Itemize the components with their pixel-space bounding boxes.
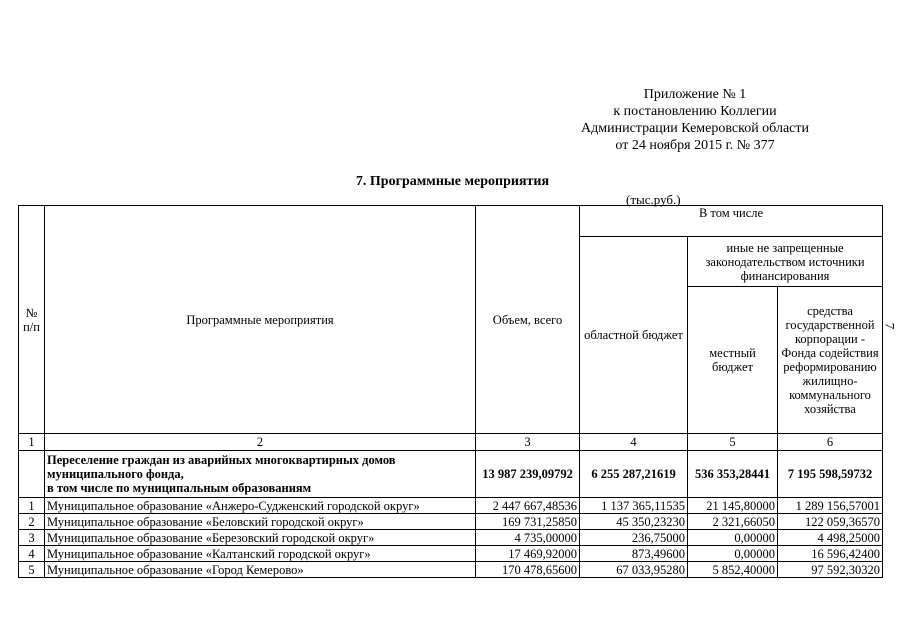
appendix-line-4: от 24 ноября 2015 г. № 377 — [615, 138, 775, 153]
col-number: 2 — [45, 434, 476, 451]
total-regional: 6 255 287,21619 — [580, 451, 688, 498]
table-row: 3 Муниципальное образование «Березовский городской округ» 4 735,00000 236,75000 0,00000 4 498,25000 — [19, 530, 883, 546]
table-row: 1 Муниципальное образование «Анжеро-Судженский городской округ» 2 447 667,48536 1 137 365,11535 21 145,80000 1 289 156,57001 — [19, 498, 883, 514]
row-name: Муниципальное образование «Город Кемерово» — [45, 562, 476, 578]
row-name: Муниципальное образование «Березовский городской округ» — [45, 530, 476, 546]
appendix-line-1: Приложение № 1 — [643, 87, 747, 102]
table-row: 4 Муниципальное образование «Калтанский городской округ» 17 469,92000 873,49600 0,00000 16 596,42400 — [19, 546, 883, 562]
table-row: 2 Муниципальное образование «Беловский городской округ» 169 731,25850 45 350,23230 2 321,66050 122 059,36570 — [19, 514, 883, 530]
total-local: 536 353,28441 — [688, 451, 778, 498]
unit-label: (тыс.руб.) — [626, 192, 681, 207]
col-number: 6 — [778, 434, 883, 451]
row-name: Муниципальное образование «Беловский городской округ» — [45, 514, 476, 530]
header-local: местный бюджет — [688, 287, 778, 434]
header-other-sources: иные не запрещенные законодательством источники финансирования — [688, 237, 883, 287]
col-number: 3 — [476, 434, 580, 451]
header-fund: средства государственной корпорации - Фонда содействия реформированию жилищно-коммунального хозяйства — [778, 287, 883, 434]
appendix-line-3: Администрации Кемеровской области — [581, 121, 809, 136]
header-including: В том числе — [580, 206, 883, 237]
header-volume: Объем, всего — [476, 206, 580, 434]
total-row — [19, 451, 883, 498]
column-number-row — [19, 434, 883, 451]
header-regional: областной бюджет — [580, 237, 688, 434]
row-name: Муниципальное образование «Калтанский городской округ» — [45, 546, 476, 562]
header-num: № п/п — [19, 206, 45, 434]
table-row: 5 Муниципальное образование «Город Кемерово» 170 478,65600 67 033,95280 5 852,40000 97 592,30320 — [19, 562, 883, 578]
page-number: 7 — [882, 322, 898, 330]
row-name: Муниципальное образование «Анжеро-Судженский городской округ» — [45, 498, 476, 514]
total-row-name: Переселение граждан из аварийных многоквартирных домов муниципального фонда, в том числе по муниципальным образованиям — [45, 451, 476, 498]
header-program: Программные мероприятия — [45, 206, 476, 434]
total-volume: 13 987 239,09792 — [476, 451, 580, 498]
total-fund: 7 195 598,59732 — [778, 451, 883, 498]
col-number: 5 — [688, 434, 778, 451]
col-number: 4 — [580, 434, 688, 451]
appendix-header — [560, 86, 830, 154]
col-number: 1 — [19, 434, 45, 451]
program-table — [18, 205, 883, 578]
appendix-line-2: к постановлению Коллегии — [613, 104, 777, 119]
section-title: 7. Программные мероприятия — [355, 174, 550, 189]
